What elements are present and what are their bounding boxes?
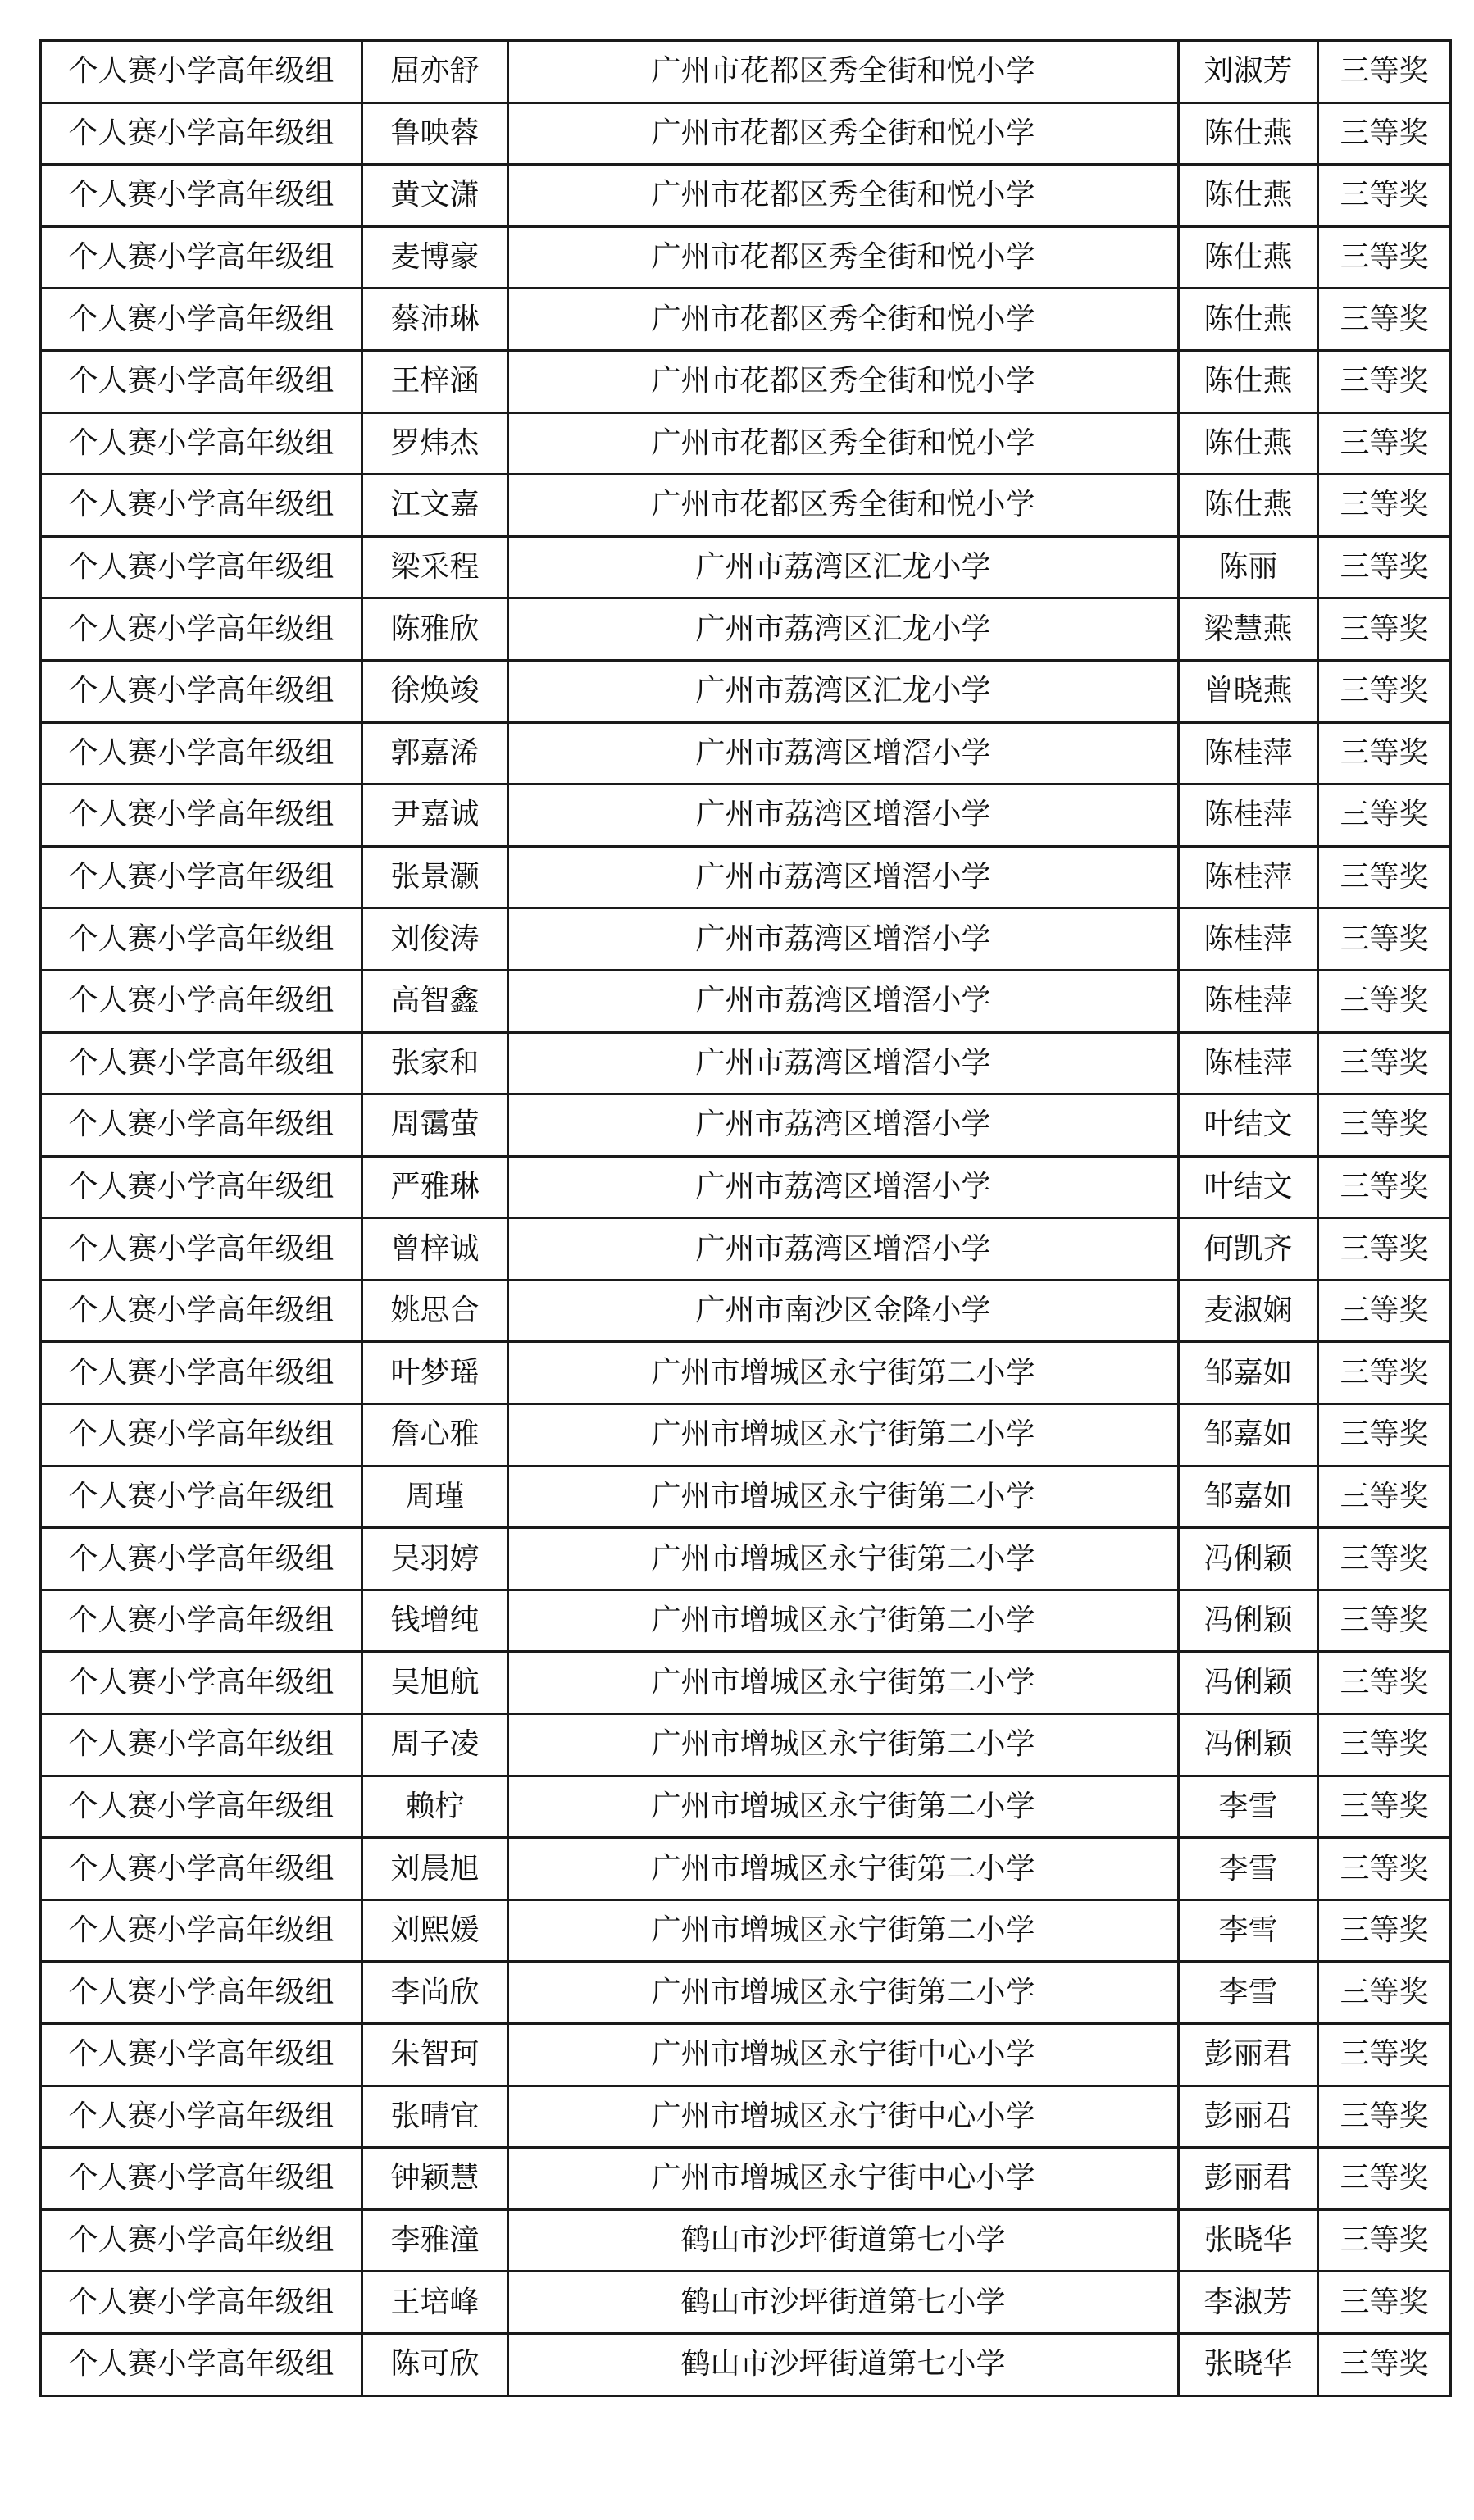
table-row bbox=[41, 1590, 1451, 1652]
category-cell: 个人赛小学高年级组 bbox=[41, 1714, 362, 1776]
table-row bbox=[41, 1776, 1451, 1838]
teacher-cell: 陈桂萍 bbox=[1179, 908, 1318, 971]
award-cell: 三等奖 bbox=[1318, 1342, 1451, 1404]
school-cell: 广州市增城区永宁街第二小学 bbox=[508, 1404, 1179, 1467]
teacher-cell: 陈桂萍 bbox=[1179, 1032, 1318, 1094]
table-row bbox=[41, 41, 1451, 103]
teacher-cell: 梁慧燕 bbox=[1179, 598, 1318, 661]
student-name-cell: 麦博豪 bbox=[362, 226, 508, 289]
teacher-cell: 陈丽 bbox=[1179, 536, 1318, 598]
table-row bbox=[41, 475, 1451, 537]
teacher-cell: 张晓华 bbox=[1179, 2333, 1318, 2395]
category-cell: 个人赛小学高年级组 bbox=[41, 102, 362, 165]
student-name-cell: 刘晨旭 bbox=[362, 1838, 508, 1900]
table-row bbox=[41, 412, 1451, 475]
table-row bbox=[41, 2086, 1451, 2148]
school-cell: 广州市花都区秀全街和悦小学 bbox=[508, 41, 1179, 103]
student-name-cell: 梁采程 bbox=[362, 536, 508, 598]
table-row bbox=[41, 289, 1451, 351]
student-name-cell: 罗炜杰 bbox=[362, 412, 508, 475]
teacher-cell: 刘淑芳 bbox=[1179, 41, 1318, 103]
school-cell: 广州市增城区永宁街第二小学 bbox=[508, 1962, 1179, 2024]
award-cell: 三等奖 bbox=[1318, 1218, 1451, 1280]
category-cell: 个人赛小学高年级组 bbox=[41, 2148, 362, 2210]
school-cell: 广州市荔湾区增滘小学 bbox=[508, 1218, 1179, 1280]
award-cell: 三等奖 bbox=[1318, 1280, 1451, 1342]
teacher-cell: 冯俐颖 bbox=[1179, 1652, 1318, 1714]
teacher-cell: 冯俐颖 bbox=[1179, 1590, 1318, 1652]
school-cell: 广州市花都区秀全街和悦小学 bbox=[508, 102, 1179, 165]
school-cell: 广州市荔湾区增滘小学 bbox=[508, 908, 1179, 971]
student-name-cell: 朱智珂 bbox=[362, 2024, 508, 2086]
award-cell: 三等奖 bbox=[1318, 2272, 1451, 2334]
table-row bbox=[41, 1342, 1451, 1404]
table-row bbox=[41, 2272, 1451, 2334]
teacher-cell: 陈仕燕 bbox=[1179, 226, 1318, 289]
category-cell: 个人赛小学高年级组 bbox=[41, 226, 362, 289]
table-row bbox=[41, 1714, 1451, 1776]
award-cell: 三等奖 bbox=[1318, 2333, 1451, 2395]
award-cell: 三等奖 bbox=[1318, 1032, 1451, 1094]
school-cell: 广州市增城区永宁街第二小学 bbox=[508, 1652, 1179, 1714]
table-row bbox=[41, 536, 1451, 598]
category-cell: 个人赛小学高年级组 bbox=[41, 1962, 362, 2024]
award-cell: 三等奖 bbox=[1318, 722, 1451, 785]
category-cell: 个人赛小学高年级组 bbox=[41, 1776, 362, 1838]
student-name-cell: 姚思合 bbox=[362, 1280, 508, 1342]
table-row bbox=[41, 660, 1451, 722]
table-row bbox=[41, 1528, 1451, 1590]
award-cell: 三等奖 bbox=[1318, 1094, 1451, 1157]
teacher-cell: 张晓华 bbox=[1179, 2209, 1318, 2272]
teacher-cell: 陈仕燕 bbox=[1179, 412, 1318, 475]
teacher-cell: 曾晓燕 bbox=[1179, 660, 1318, 722]
table-row bbox=[41, 722, 1451, 785]
category-cell: 个人赛小学高年级组 bbox=[41, 2024, 362, 2086]
category-cell: 个人赛小学高年级组 bbox=[41, 1528, 362, 1590]
teacher-cell: 陈仕燕 bbox=[1179, 289, 1318, 351]
school-cell: 广州市花都区秀全街和悦小学 bbox=[508, 412, 1179, 475]
table-row bbox=[41, 2209, 1451, 2272]
teacher-cell: 李雪 bbox=[1179, 1899, 1318, 1962]
student-name-cell: 曾梓诚 bbox=[362, 1218, 508, 1280]
student-name-cell: 鲁映蓉 bbox=[362, 102, 508, 165]
category-cell: 个人赛小学高年级组 bbox=[41, 536, 362, 598]
school-cell: 广州市荔湾区增滘小学 bbox=[508, 1094, 1179, 1157]
student-name-cell: 陈雅欣 bbox=[362, 598, 508, 661]
category-cell: 个人赛小学高年级组 bbox=[41, 598, 362, 661]
category-cell: 个人赛小学高年级组 bbox=[41, 660, 362, 722]
school-cell: 广州市增城区永宁街第二小学 bbox=[508, 1528, 1179, 1590]
school-cell: 广州市荔湾区增滘小学 bbox=[508, 970, 1179, 1032]
table-row bbox=[41, 785, 1451, 847]
award-cell: 三等奖 bbox=[1318, 1528, 1451, 1590]
award-cell: 三等奖 bbox=[1318, 536, 1451, 598]
category-cell: 个人赛小学高年级组 bbox=[41, 289, 362, 351]
table-row bbox=[41, 1899, 1451, 1962]
category-cell: 个人赛小学高年级组 bbox=[41, 970, 362, 1032]
teacher-cell: 陈仕燕 bbox=[1179, 475, 1318, 537]
table-row bbox=[41, 2333, 1451, 2395]
table-row bbox=[41, 1094, 1451, 1157]
school-cell: 广州市增城区永宁街中心小学 bbox=[508, 2024, 1179, 2086]
school-cell: 鹤山市沙坪街道第七小学 bbox=[508, 2209, 1179, 2272]
award-cell: 三等奖 bbox=[1318, 1404, 1451, 1467]
teacher-cell: 何凯齐 bbox=[1179, 1218, 1318, 1280]
teacher-cell: 叶结文 bbox=[1179, 1156, 1318, 1218]
table-row bbox=[41, 1404, 1451, 1467]
student-name-cell: 周霭萤 bbox=[362, 1094, 508, 1157]
teacher-cell: 李雪 bbox=[1179, 1962, 1318, 2024]
student-name-cell: 尹嘉诚 bbox=[362, 785, 508, 847]
award-cell: 三等奖 bbox=[1318, 970, 1451, 1032]
school-cell: 鹤山市沙坪街道第七小学 bbox=[508, 2333, 1179, 2395]
teacher-cell: 陈仕燕 bbox=[1179, 102, 1318, 165]
school-cell: 广州市荔湾区增滘小学 bbox=[508, 1032, 1179, 1094]
award-cell: 三等奖 bbox=[1318, 785, 1451, 847]
school-cell: 广州市南沙区金隆小学 bbox=[508, 1280, 1179, 1342]
table-row bbox=[41, 1652, 1451, 1714]
award-cell: 三等奖 bbox=[1318, 1156, 1451, 1218]
teacher-cell: 陈桂萍 bbox=[1179, 970, 1318, 1032]
student-name-cell: 钟颖慧 bbox=[362, 2148, 508, 2210]
category-cell: 个人赛小学高年级组 bbox=[41, 475, 362, 537]
school-cell: 广州市荔湾区增滘小学 bbox=[508, 785, 1179, 847]
award-cell: 三等奖 bbox=[1318, 41, 1451, 103]
table-row bbox=[41, 1156, 1451, 1218]
student-name-cell: 叶梦瑶 bbox=[362, 1342, 508, 1404]
teacher-cell: 陈桂萍 bbox=[1179, 785, 1318, 847]
award-cell: 三等奖 bbox=[1318, 2148, 1451, 2210]
category-cell: 个人赛小学高年级组 bbox=[41, 350, 362, 412]
teacher-cell: 陈桂萍 bbox=[1179, 722, 1318, 785]
school-cell: 广州市荔湾区汇龙小学 bbox=[508, 598, 1179, 661]
teacher-cell: 邹嘉如 bbox=[1179, 1404, 1318, 1467]
school-cell: 广州市花都区秀全街和悦小学 bbox=[508, 350, 1179, 412]
student-name-cell: 张景灏 bbox=[362, 846, 508, 908]
school-cell: 广州市增城区永宁街中心小学 bbox=[508, 2086, 1179, 2148]
school-cell: 广州市花都区秀全街和悦小学 bbox=[508, 165, 1179, 227]
award-cell: 三等奖 bbox=[1318, 660, 1451, 722]
award-cell: 三等奖 bbox=[1318, 475, 1451, 537]
student-name-cell: 张家和 bbox=[362, 1032, 508, 1094]
award-cell: 三等奖 bbox=[1318, 1590, 1451, 1652]
category-cell: 个人赛小学高年级组 bbox=[41, 1652, 362, 1714]
student-name-cell: 屈亦舒 bbox=[362, 41, 508, 103]
school-cell: 广州市增城区永宁街中心小学 bbox=[508, 2148, 1179, 2210]
table-row bbox=[41, 908, 1451, 971]
category-cell: 个人赛小学高年级组 bbox=[41, 1404, 362, 1467]
award-cell: 三等奖 bbox=[1318, 908, 1451, 971]
table-row bbox=[41, 1032, 1451, 1094]
teacher-cell: 陈桂萍 bbox=[1179, 846, 1318, 908]
student-name-cell: 王梓涵 bbox=[362, 350, 508, 412]
school-cell: 广州市增城区永宁街第二小学 bbox=[508, 1838, 1179, 1900]
category-cell: 个人赛小学高年级组 bbox=[41, 41, 362, 103]
category-cell: 个人赛小学高年级组 bbox=[41, 1218, 362, 1280]
award-cell: 三等奖 bbox=[1318, 1899, 1451, 1962]
teacher-cell: 彭丽君 bbox=[1179, 2024, 1318, 2086]
student-name-cell: 郭嘉浠 bbox=[362, 722, 508, 785]
category-cell: 个人赛小学高年级组 bbox=[41, 722, 362, 785]
table-row bbox=[41, 1962, 1451, 2024]
award-cell: 三等奖 bbox=[1318, 2024, 1451, 2086]
award-cell: 三等奖 bbox=[1318, 2086, 1451, 2148]
student-name-cell: 李雅潼 bbox=[362, 2209, 508, 2272]
category-cell: 个人赛小学高年级组 bbox=[41, 2086, 362, 2148]
school-cell: 广州市花都区秀全街和悦小学 bbox=[508, 289, 1179, 351]
category-cell: 个人赛小学高年级组 bbox=[41, 1466, 362, 1528]
teacher-cell: 李淑芳 bbox=[1179, 2272, 1318, 2334]
student-name-cell: 刘俊涛 bbox=[362, 908, 508, 971]
award-cell: 三等奖 bbox=[1318, 1962, 1451, 2024]
award-cell: 三等奖 bbox=[1318, 2209, 1451, 2272]
school-cell: 广州市荔湾区汇龙小学 bbox=[508, 660, 1179, 722]
school-cell: 广州市增城区永宁街第二小学 bbox=[508, 1899, 1179, 1962]
student-name-cell: 周瑾 bbox=[362, 1466, 508, 1528]
school-cell: 广州市增城区永宁街第二小学 bbox=[508, 1714, 1179, 1776]
school-cell: 广州市荔湾区增滘小学 bbox=[508, 1156, 1179, 1218]
student-name-cell: 王培峰 bbox=[362, 2272, 508, 2334]
student-name-cell: 李尚欣 bbox=[362, 1962, 508, 2024]
award-cell: 三等奖 bbox=[1318, 846, 1451, 908]
school-cell: 广州市花都区秀全街和悦小学 bbox=[508, 226, 1179, 289]
category-cell: 个人赛小学高年级组 bbox=[41, 1280, 362, 1342]
school-cell: 广州市荔湾区增滘小学 bbox=[508, 846, 1179, 908]
table-row bbox=[41, 2024, 1451, 2086]
category-cell: 个人赛小学高年级组 bbox=[41, 1094, 362, 1157]
table-row bbox=[41, 598, 1451, 661]
student-name-cell: 刘熙媛 bbox=[362, 1899, 508, 1962]
award-cell: 三等奖 bbox=[1318, 102, 1451, 165]
student-name-cell: 詹心雅 bbox=[362, 1404, 508, 1467]
student-name-cell: 赖柠 bbox=[362, 1776, 508, 1838]
table-row bbox=[41, 970, 1451, 1032]
category-cell: 个人赛小学高年级组 bbox=[41, 785, 362, 847]
teacher-cell: 邹嘉如 bbox=[1179, 1466, 1318, 1528]
award-cell: 三等奖 bbox=[1318, 1714, 1451, 1776]
teacher-cell: 彭丽君 bbox=[1179, 2086, 1318, 2148]
award-cell: 三等奖 bbox=[1318, 226, 1451, 289]
category-cell: 个人赛小学高年级组 bbox=[41, 1838, 362, 1900]
student-name-cell: 严雅琳 bbox=[362, 1156, 508, 1218]
teacher-cell: 彭丽君 bbox=[1179, 2148, 1318, 2210]
school-cell: 广州市增城区永宁街第二小学 bbox=[508, 1590, 1179, 1652]
student-name-cell: 蔡沛琳 bbox=[362, 289, 508, 351]
category-cell: 个人赛小学高年级组 bbox=[41, 412, 362, 475]
student-name-cell: 吴羽婷 bbox=[362, 1528, 508, 1590]
category-cell: 个人赛小学高年级组 bbox=[41, 2272, 362, 2334]
category-cell: 个人赛小学高年级组 bbox=[41, 908, 362, 971]
school-cell: 广州市增城区永宁街第二小学 bbox=[508, 1342, 1179, 1404]
category-cell: 个人赛小学高年级组 bbox=[41, 165, 362, 227]
teacher-cell: 李雪 bbox=[1179, 1838, 1318, 1900]
student-name-cell: 吴旭航 bbox=[362, 1652, 508, 1714]
table-row bbox=[41, 1466, 1451, 1528]
teacher-cell: 陈仕燕 bbox=[1179, 165, 1318, 227]
award-cell: 三等奖 bbox=[1318, 1776, 1451, 1838]
award-cell: 三等奖 bbox=[1318, 1652, 1451, 1714]
school-cell: 广州市花都区秀全街和悦小学 bbox=[508, 475, 1179, 537]
teacher-cell: 冯俐颖 bbox=[1179, 1528, 1318, 1590]
award-cell: 三等奖 bbox=[1318, 350, 1451, 412]
student-name-cell: 黄文潇 bbox=[362, 165, 508, 227]
award-cell: 三等奖 bbox=[1318, 165, 1451, 227]
award-cell: 三等奖 bbox=[1318, 1466, 1451, 1528]
student-name-cell: 张晴宜 bbox=[362, 2086, 508, 2148]
table-row bbox=[41, 1838, 1451, 1900]
award-cell: 三等奖 bbox=[1318, 1838, 1451, 1900]
table-row bbox=[41, 165, 1451, 227]
student-name-cell: 江文嘉 bbox=[362, 475, 508, 537]
table-row bbox=[41, 2148, 1451, 2210]
teacher-cell: 邹嘉如 bbox=[1179, 1342, 1318, 1404]
table-row bbox=[41, 1218, 1451, 1280]
teacher-cell: 陈仕燕 bbox=[1179, 350, 1318, 412]
teacher-cell: 叶结文 bbox=[1179, 1094, 1318, 1157]
category-cell: 个人赛小学高年级组 bbox=[41, 1032, 362, 1094]
student-name-cell: 陈可欣 bbox=[362, 2333, 508, 2395]
school-cell: 广州市荔湾区汇龙小学 bbox=[508, 536, 1179, 598]
school-cell: 广州市增城区永宁街第二小学 bbox=[508, 1776, 1179, 1838]
category-cell: 个人赛小学高年级组 bbox=[41, 1590, 362, 1652]
school-cell: 鹤山市沙坪街道第七小学 bbox=[508, 2272, 1179, 2334]
award-cell: 三等奖 bbox=[1318, 598, 1451, 661]
school-cell: 广州市增城区永宁街第二小学 bbox=[508, 1466, 1179, 1528]
award-cell: 三等奖 bbox=[1318, 412, 1451, 475]
table-row bbox=[41, 846, 1451, 908]
table-row bbox=[41, 226, 1451, 289]
teacher-cell: 冯俐颖 bbox=[1179, 1714, 1318, 1776]
teacher-cell: 李雪 bbox=[1179, 1776, 1318, 1838]
category-cell: 个人赛小学高年级组 bbox=[41, 1899, 362, 1962]
award-table bbox=[39, 39, 1452, 2397]
award-table-body bbox=[41, 41, 1451, 2396]
student-name-cell: 徐焕竣 bbox=[362, 660, 508, 722]
category-cell: 个人赛小学高年级组 bbox=[41, 1342, 362, 1404]
category-cell: 个人赛小学高年级组 bbox=[41, 2209, 362, 2272]
school-cell: 广州市荔湾区增滘小学 bbox=[508, 722, 1179, 785]
table-row bbox=[41, 350, 1451, 412]
category-cell: 个人赛小学高年级组 bbox=[41, 2333, 362, 2395]
category-cell: 个人赛小学高年级组 bbox=[41, 846, 362, 908]
category-cell: 个人赛小学高年级组 bbox=[41, 1156, 362, 1218]
table-row bbox=[41, 1280, 1451, 1342]
student-name-cell: 周子凌 bbox=[362, 1714, 508, 1776]
table-row bbox=[41, 102, 1451, 165]
student-name-cell: 高智鑫 bbox=[362, 970, 508, 1032]
award-cell: 三等奖 bbox=[1318, 289, 1451, 351]
teacher-cell: 麦淑娴 bbox=[1179, 1280, 1318, 1342]
student-name-cell: 钱增纯 bbox=[362, 1590, 508, 1652]
